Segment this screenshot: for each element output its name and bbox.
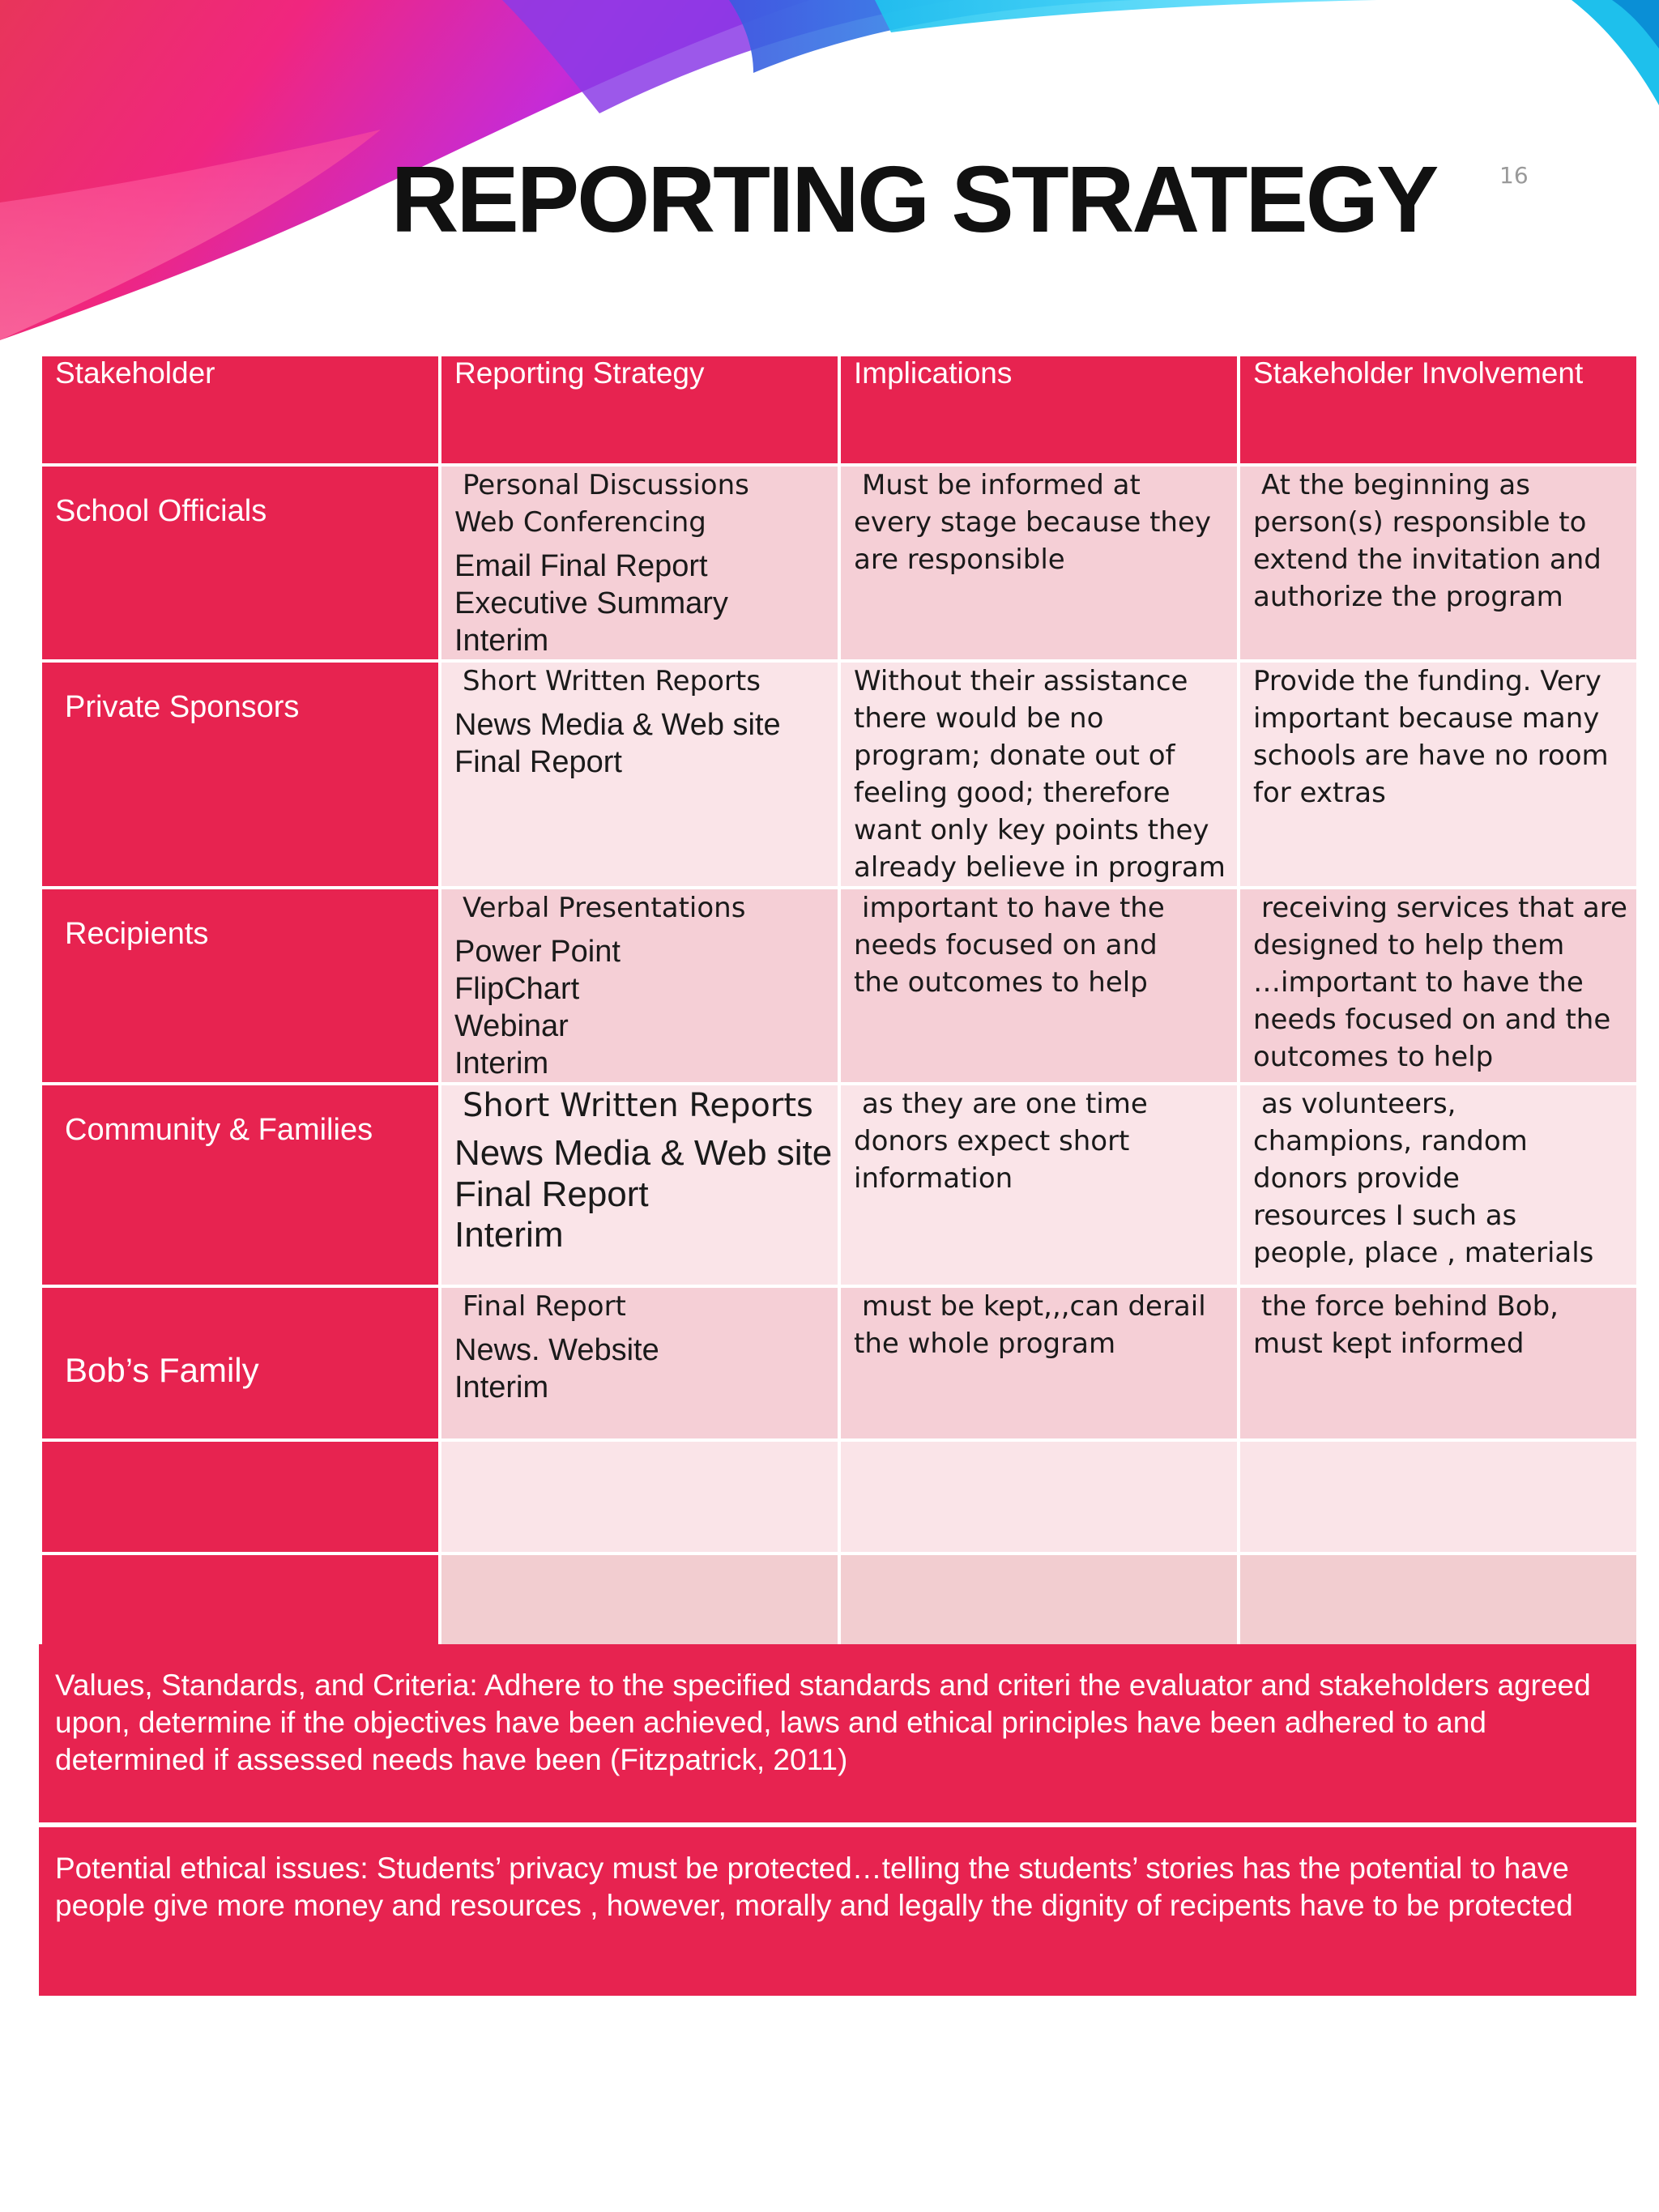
reporting-strategy-table	[39, 353, 1640, 1669]
stakeholder-cell: School Officials	[41, 465, 440, 661]
table-row	[41, 1084, 1638, 1286]
values-standards-note: Values, Standards, and Criteria: Adhere to the specified standards and criteri the evaluator and stakeholders agreed upon, determine if the objectives have been achieved, laws and ethical principles have been adhered to and determined if assessed needs have been (Fitzpatrick, 2011)	[39, 1644, 1636, 1822]
header-stakeholder: Stakeholder	[41, 355, 440, 465]
slide-number: 16	[1499, 162, 1529, 189]
table-row	[41, 888, 1638, 1084]
stakeholder-cell: Bob’s Family	[41, 1286, 440, 1440]
page-title: REPORTING STRATEGY	[390, 147, 1437, 252]
implications-cell: must be kept,,,can derail the whole program	[839, 1286, 1239, 1440]
stakeholder-cell: Community & Families	[41, 1084, 440, 1286]
table-row	[41, 661, 1638, 888]
stakeholder-cell	[41, 1440, 440, 1554]
table-header-row	[41, 355, 1638, 465]
strategy-cell: Verbal Presentations Power Point FlipChart Webinar Interim	[440, 888, 839, 1084]
involvement-cell: the force behind Bob, must kept informed	[1239, 1286, 1638, 1440]
strategy-cell	[440, 1440, 839, 1554]
implications-cell: important to have the needs focused on and the outcomes to help	[839, 888, 1239, 1084]
header-reporting-strategy: Reporting Strategy	[440, 355, 839, 465]
header-implications: Implications	[839, 355, 1239, 465]
involvement-cell: At the beginning as person(s) responsible to extend the invitation and authorize the program	[1239, 465, 1638, 661]
header-stakeholder-involvement: Stakeholder Involvement	[1239, 355, 1638, 465]
implications-cell: Without their assistance there would be no program; donate out of feeling good; therefore want only key points they already believe in program	[839, 661, 1239, 888]
empty-table-row	[41, 1440, 1638, 1554]
strategy-cell: Final Report News. Website Interim	[440, 1286, 839, 1440]
implications-cell	[839, 1440, 1239, 1554]
strategy-cell: Short Written Reports News Media & Web site Final Report	[440, 661, 839, 888]
involvement-cell: Provide the funding. Very important because many schools are have no room for extras	[1239, 661, 1638, 888]
ethical-issues-note: Potential ethical issues: Students’ privacy must be protected…telling the students’ stories has the potential to have people give more money and resources , however, morally and legally the dignity of recipents have to be protected	[39, 1827, 1636, 1996]
implications-cell: Must be informed at every stage because they are responsible	[839, 465, 1239, 661]
stakeholder-cell: Recipients	[41, 888, 440, 1084]
strategy-cell: Personal Discussions Web Conferencing Email Final Report Executive Summary Interim	[440, 465, 839, 661]
involvement-cell: receiving services that are designed to help them …important to have the needs focused on and the outcomes to help	[1239, 888, 1638, 1084]
involvement-cell	[1239, 1440, 1638, 1554]
table-row	[41, 1286, 1638, 1440]
table-row	[41, 465, 1638, 661]
stakeholder-cell: Private Sponsors	[41, 661, 440, 888]
implications-cell: as they are one time donors expect short information	[839, 1084, 1239, 1286]
strategy-cell: Short Written Reports News Media & Web site Final Report Interim	[440, 1084, 839, 1286]
involvement-cell: as volunteers, champions, random donors provide resources I such as people, place , materials	[1239, 1084, 1638, 1286]
